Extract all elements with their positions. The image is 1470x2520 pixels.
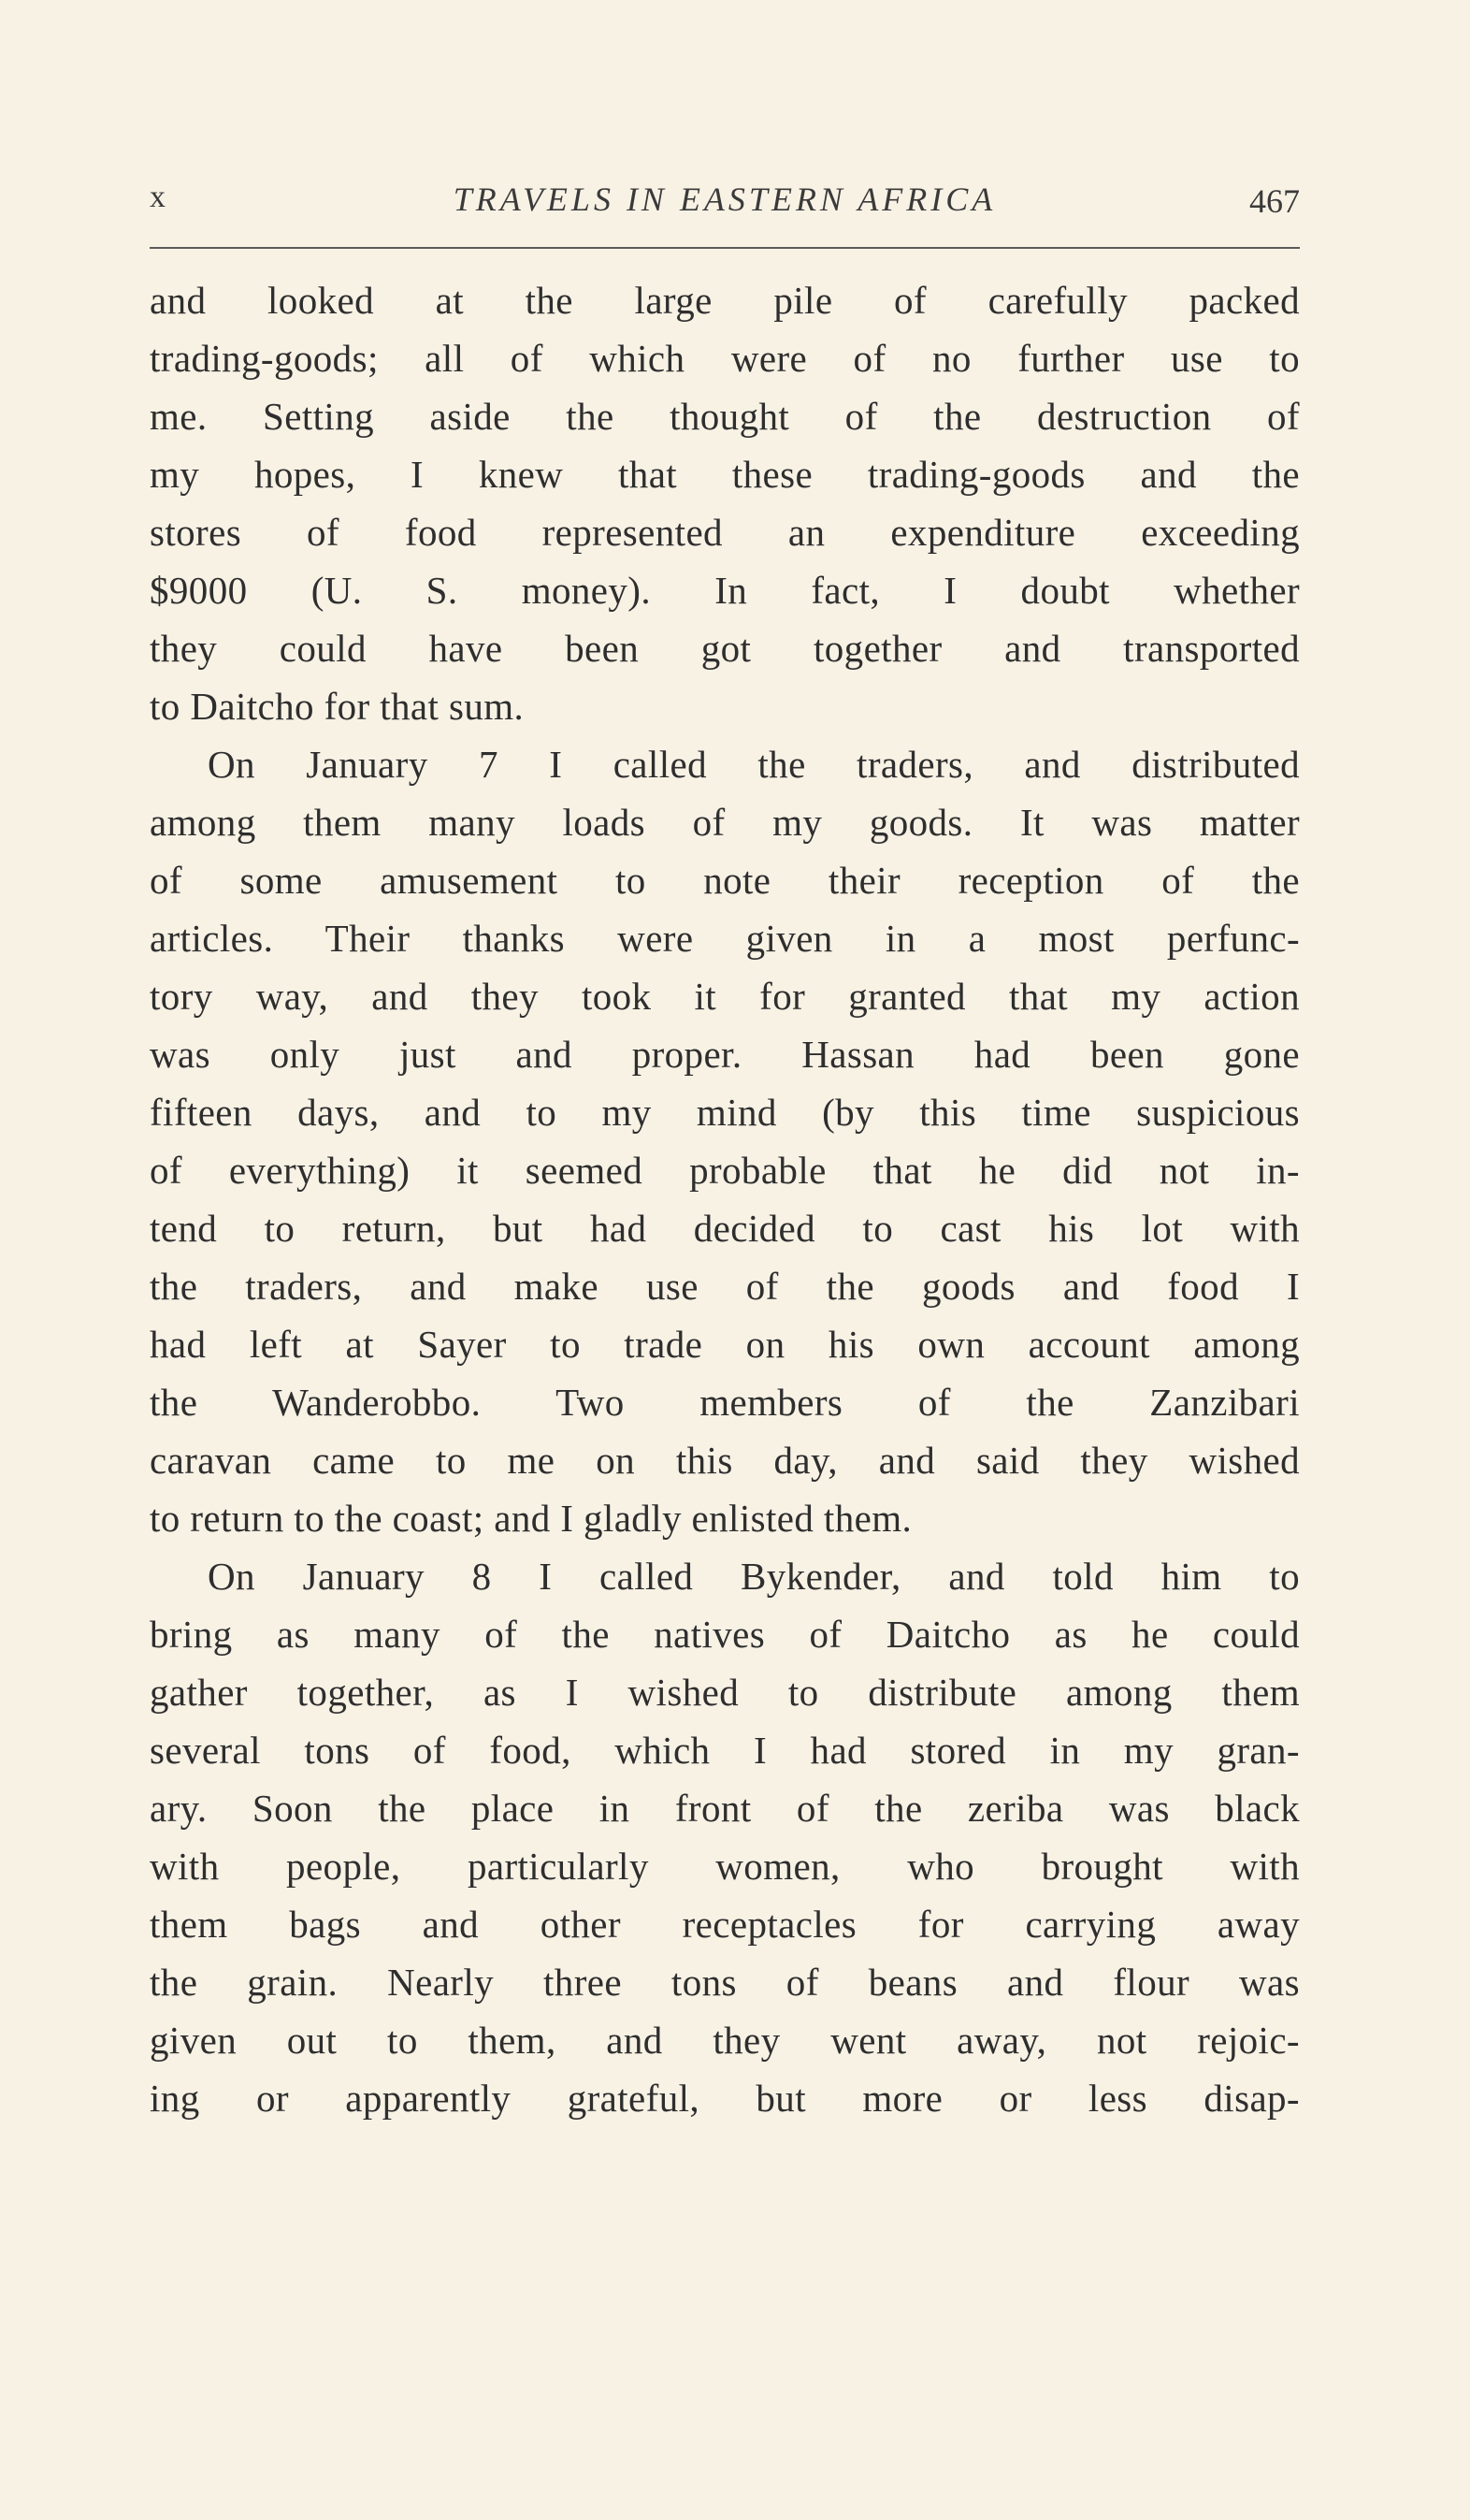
- text-line: me. Setting aside the thought of the destruction of: [150, 395, 1300, 438]
- text-line: and looked at the large pile of carefully packed: [150, 279, 1300, 322]
- text-line: tend to return, but had decided to cast his lot with: [150, 1207, 1300, 1250]
- text-line: fifteen days, and to my mind (by this time suspicious: [150, 1091, 1300, 1134]
- text-line: to Daitcho for that sum.: [150, 685, 525, 728]
- paragraph: [150, 1547, 1300, 2127]
- text-line: the traders, and make use of the goods and food I: [150, 1265, 1300, 1308]
- text-line: given out to them, and they went away, not rejoic-: [150, 2019, 1300, 2062]
- text-line: ing or apparently grateful, but more or less disap-: [150, 2077, 1300, 2120]
- text-line: bring as many of the natives of Daitcho as he could: [150, 1613, 1300, 1656]
- text-line: my hopes, I knew that these trading-goods and the: [150, 453, 1300, 496]
- text-line: the grain. Nearly three tons of beans and flour was: [150, 1961, 1300, 2004]
- running-header: [150, 180, 1300, 236]
- text-line: articles. Their thanks were given in a most perfunc-: [150, 917, 1300, 960]
- text-line: among them many loads of my goods. It was matter: [150, 801, 1300, 844]
- text-line: had left at Sayer to trade on his own account among: [150, 1323, 1300, 1366]
- text-line: the Wanderobbo. Two members of the Zanzibari: [150, 1381, 1300, 1424]
- text-line: of everything) it seemed probable that he did not in-: [150, 1149, 1300, 1192]
- text-line: stores of food represented an expenditure exceeding: [150, 511, 1300, 554]
- text-line: them bags and other receptacles for carrying away: [150, 1903, 1300, 1946]
- paragraph: [150, 271, 1300, 735]
- text-line: On January 7 I called the traders, and distributed: [208, 743, 1300, 786]
- text-line: caravan came to me on this day, and said they wished: [150, 1439, 1300, 1482]
- chapter-number: x: [150, 180, 166, 214]
- text-line: trading-goods; all of which were of no further use to: [150, 337, 1300, 380]
- header-rule: [150, 247, 1300, 249]
- text-line: they could have been got together and transported: [150, 627, 1300, 670]
- text-line: to return to the coast; and I gladly enlisted them.: [150, 1497, 913, 1540]
- paragraph: [150, 735, 1300, 1547]
- text-line: was only just and proper. Hassan had been gone: [150, 1033, 1300, 1076]
- text-line: of some amusement to note their reception of the: [150, 859, 1300, 902]
- body-text: [150, 271, 1300, 2127]
- running-title: TRAVELS IN EASTERN AFRICA: [453, 181, 997, 218]
- text-line: several tons of food, which I had stored in my gran-: [150, 1729, 1300, 1772]
- text-line: gather together, as I wished to distribute among them: [150, 1671, 1300, 1714]
- page-number: 467: [1249, 182, 1300, 220]
- text-line: tory way, and they took it for granted that my action: [150, 975, 1300, 1018]
- text-line: On January 8 I called Bykender, and told him to: [208, 1555, 1300, 1598]
- text-line: $9000 (U. S. money). In fact, I doubt whether: [150, 569, 1300, 612]
- text-line: ary. Soon the place in front of the zeriba was black: [150, 1787, 1300, 1830]
- text-line: with people, particularly women, who brought with: [150, 1845, 1300, 1888]
